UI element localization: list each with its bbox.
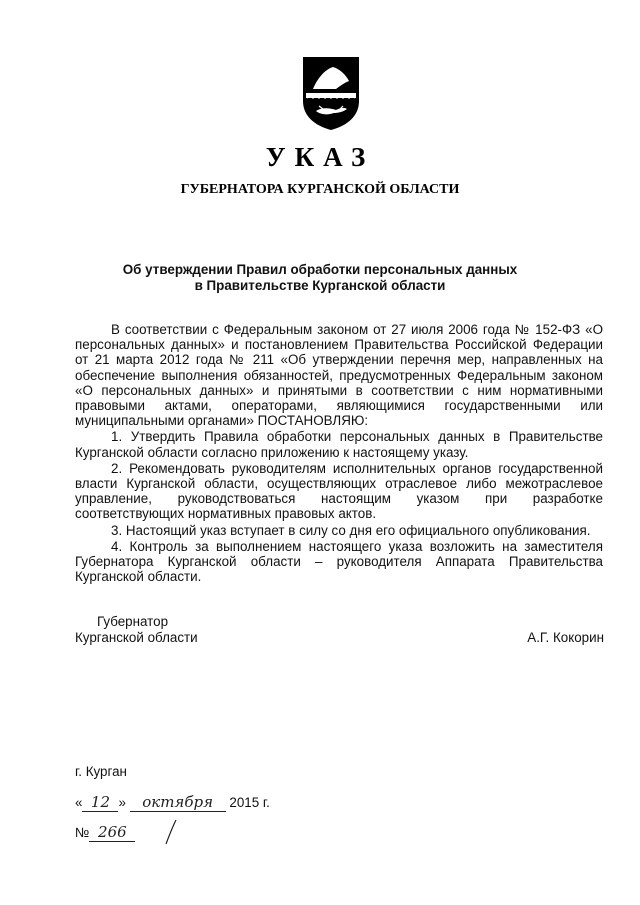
kurgan-coat-of-arms-icon bbox=[300, 55, 362, 131]
decree-number bbox=[75, 823, 135, 842]
date-open-quote: « bbox=[75, 795, 83, 810]
preamble-paragraph: В соответствии с Федеральным законом от 27 июля 2006 года № 152-ФЗ «О персональных данных» и постановлением Правительства Российской Федерации от 21 марта 2012 года № 211 «Об утверждении перечня мер, направленных на обеспечение выполнения обязанностей, предусмотренных Федеральным законом «О персональных данных» и принятыми в соответствии с ним нормативными правовыми актами, операторами, являющимися государственными или муниципальными органами» ПОСТАНОВЛЯЮ: bbox=[75, 322, 603, 429]
signer-region: Курганской области bbox=[75, 630, 198, 645]
issue-date bbox=[75, 793, 270, 812]
decree-item: 1. Утвердить Правила обработки персональных данных в Правительстве Курганской области согласно приложению к настоящему указу. bbox=[75, 429, 603, 460]
date-month: октября bbox=[130, 793, 226, 812]
decree-body bbox=[75, 322, 603, 585]
issue-city: г. Курган bbox=[75, 764, 127, 779]
decree-subject bbox=[0, 262, 640, 294]
signer-position: Губернатор bbox=[97, 614, 169, 629]
subject-line: Об утверждении Правил обработки персональных данных bbox=[122, 262, 518, 277]
number-value: 266 bbox=[89, 823, 135, 842]
decree-item: 2. Рекомендовать руководителям исполнительных органов государственной власти Курганской области, осуществляющих отраслевое либо межотраслевое управление, руководствоваться настоящим указом при разработке соответствующих нормативных правовых актов. bbox=[75, 460, 603, 522]
signer-title bbox=[75, 614, 198, 646]
decree-item: 3. Настоящий указ вступает в силу со дня его официального опубликования. bbox=[111, 522, 591, 538]
subject-line: в Правительстве Курганской области bbox=[194, 278, 446, 293]
date-year: 2015 г. bbox=[229, 795, 270, 810]
date-day: 12 bbox=[82, 793, 118, 812]
signer-name: А.Г. Кокорин bbox=[527, 630, 604, 645]
decree-issuer: ГУБЕРНАТОРА КУРГАНСКОЙ ОБЛАСТИ bbox=[180, 182, 460, 197]
date-close-quote: » bbox=[118, 795, 126, 810]
decree-title: УКАЗ bbox=[265, 142, 375, 172]
decree-item: 4. Контроль за выполнением настоящего указа возложить на заместителя Губернатора Курганской области – руководителя Аппарата Правительства Курганской области. bbox=[75, 538, 603, 585]
number-prefix: № bbox=[75, 825, 90, 840]
pen-stroke-mark bbox=[160, 818, 180, 846]
